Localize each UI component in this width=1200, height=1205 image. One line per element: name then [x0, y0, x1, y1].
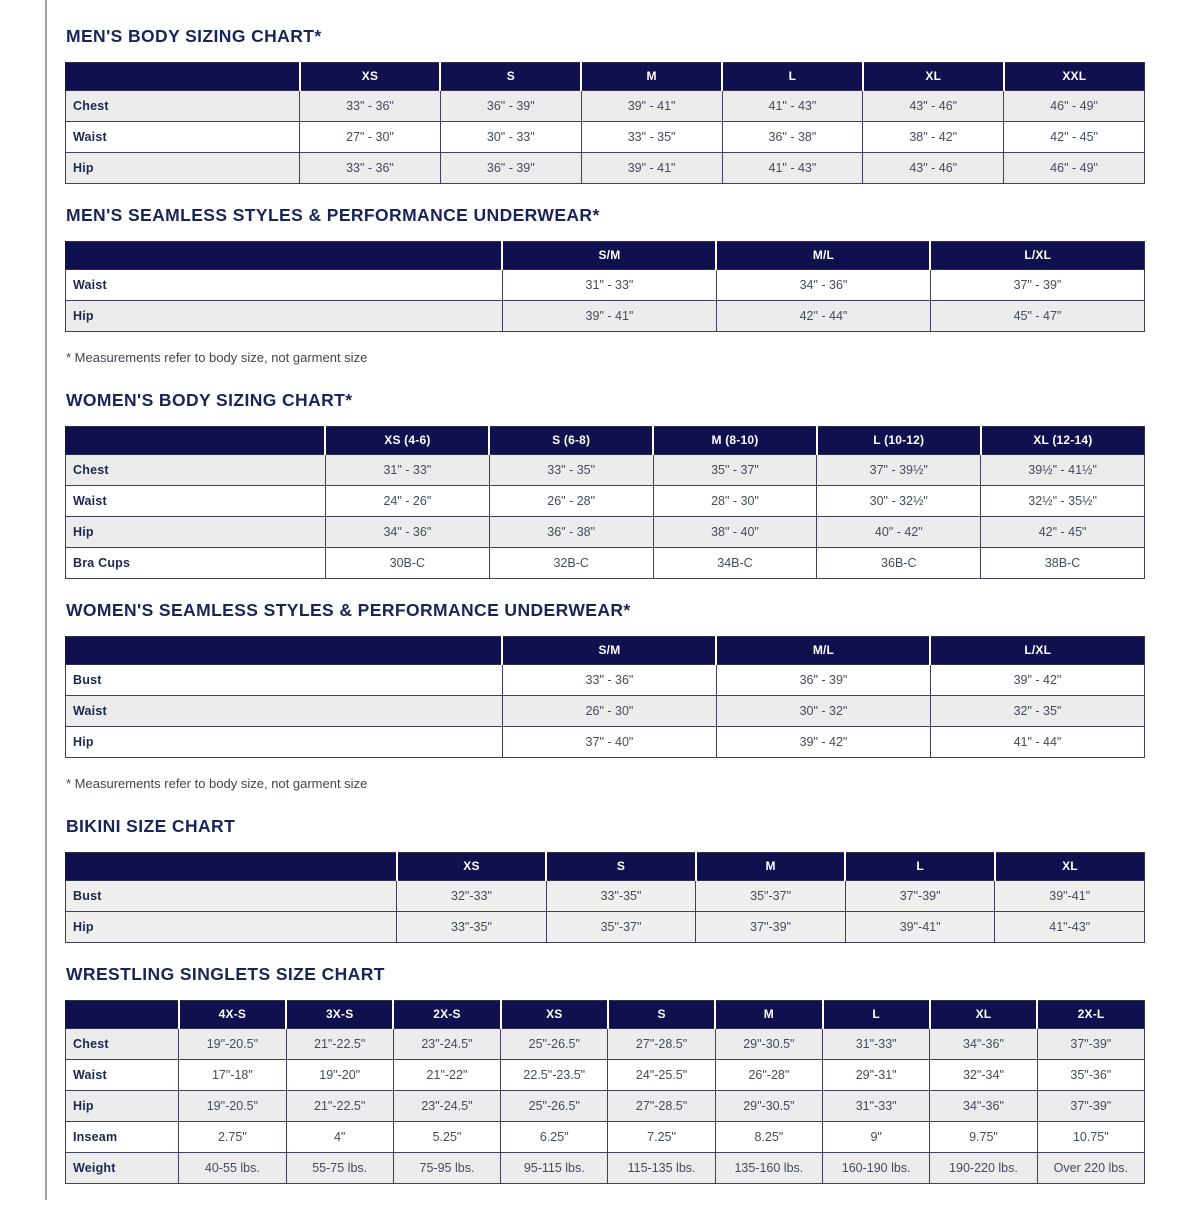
header-row [66, 427, 1145, 455]
size-cell: 41"-43" [995, 912, 1145, 943]
size-cell: 37"-39" [1037, 1091, 1144, 1122]
size-cell: 23"-24.5" [393, 1029, 500, 1060]
row-label: Hip [66, 1091, 179, 1122]
row-label: Hip [66, 301, 503, 332]
row-label: Chest [66, 1029, 179, 1060]
size-cell: 46" - 49" [1004, 153, 1145, 184]
size-cell: 32B-C [489, 548, 653, 579]
size-cell: 10.75" [1037, 1122, 1144, 1153]
size-cell: 36" - 39" [440, 91, 581, 122]
size-cell: 26" - 28" [489, 486, 653, 517]
size-cell: 38" - 40" [653, 517, 817, 548]
column-header: L [722, 63, 863, 91]
column-header: L [823, 1001, 930, 1029]
table-row [66, 548, 1145, 579]
table-row [66, 727, 1145, 758]
size-cell: 7.25" [608, 1122, 715, 1153]
column-header: M [581, 63, 722, 91]
table-row [66, 696, 1145, 727]
section-title-mens-body: MEN'S BODY SIZING CHART* [66, 26, 322, 46]
size-cell: 39" - 41" [502, 301, 716, 332]
size-cell: 34B-C [653, 548, 817, 579]
section-title-wrestling: WRESTLING SINGLETS SIZE CHART [66, 964, 385, 984]
size-cell: 34" - 36" [716, 270, 930, 301]
size-cell: 9.75" [930, 1122, 1037, 1153]
size-cell: 9" [823, 1122, 930, 1153]
size-cell: 21"-22.5" [286, 1091, 393, 1122]
row-label: Weight [66, 1153, 179, 1184]
size-cell: 33"-35" [397, 912, 547, 943]
size-cell: 36B-C [817, 548, 981, 579]
section-womens-body-sizing [65, 390, 1145, 579]
page-left-rule [45, 0, 47, 1200]
size-cell: 35"-37" [696, 881, 846, 912]
size-cell: 37"-39" [696, 912, 846, 943]
size-cell: 135-160 lbs. [715, 1153, 822, 1184]
size-cell: 38" - 42" [863, 122, 1004, 153]
column-header: 3X-S [286, 1001, 393, 1029]
size-cell: 24" - 26" [325, 486, 489, 517]
size-cell: 40" - 42" [817, 517, 981, 548]
size-cell: 30B-C [325, 548, 489, 579]
column-header: XL [863, 63, 1004, 91]
table-row [66, 517, 1145, 548]
section-mens-seamless [65, 205, 1145, 332]
womens-seamless-table-wrap [65, 636, 1145, 758]
size-cell: 42" - 44" [716, 301, 930, 332]
size-cell: 41" - 43" [722, 153, 863, 184]
header-row [66, 1001, 1145, 1029]
column-header: M [715, 1001, 822, 1029]
table-row [66, 301, 1145, 332]
header-row [66, 853, 1145, 881]
row-label: Waist [66, 696, 503, 727]
size-cell: 41" - 43" [722, 91, 863, 122]
column-header: M (8-10) [653, 427, 817, 455]
size-cell: 95-115 lbs. [501, 1153, 608, 1184]
section-title-womens-seamless: WOMEN'S SEAMLESS STYLES & PERFORMANCE UNDERWEAR* [66, 600, 631, 620]
size-cell: 36" - 39" [440, 153, 581, 184]
bikini-table-wrap [65, 852, 1145, 943]
size-cell: 37"-39" [845, 881, 995, 912]
column-header: XL [930, 1001, 1037, 1029]
size-cell: 32" - 35" [930, 696, 1144, 727]
size-cell: 2.75" [179, 1122, 286, 1153]
size-cell: 36" - 38" [722, 122, 863, 153]
size-cell: 31" - 33" [325, 455, 489, 486]
column-header: M/L [716, 242, 930, 270]
size-cell: 39" - 42" [930, 665, 1144, 696]
column-header-empty [66, 427, 326, 455]
size-cell: 25"-26.5" [501, 1091, 608, 1122]
section-wrestling-singlets [65, 964, 1145, 1184]
column-header: XS [300, 63, 441, 91]
size-guide-content [65, 26, 1145, 1205]
mens-body-sizing-table-wrap [65, 62, 1145, 184]
size-cell: 42" - 45" [1004, 122, 1145, 153]
table-row [66, 91, 1145, 122]
size-cell: 32"-34" [930, 1060, 1037, 1091]
row-label: Waist [66, 270, 503, 301]
column-header-empty [66, 242, 503, 270]
column-header: 2X-S [393, 1001, 500, 1029]
size-table [65, 426, 1145, 579]
size-cell: 55-75 lbs. [286, 1153, 393, 1184]
row-label: Hip [66, 912, 397, 943]
size-cell: 33" - 36" [300, 153, 441, 184]
size-cell: 5.25" [393, 1122, 500, 1153]
measurement-footnote: * Measurements refer to body size, not garment size [66, 776, 368, 791]
row-label: Bra Cups [66, 548, 326, 579]
size-cell: 45" - 47" [930, 301, 1144, 332]
section-mens-body-sizing [65, 26, 1145, 184]
size-cell: 35" - 37" [653, 455, 817, 486]
column-header: 2X-L [1037, 1001, 1144, 1029]
size-table [65, 636, 1145, 758]
column-header: XXL [1004, 63, 1145, 91]
row-label: Waist [66, 1060, 179, 1091]
size-cell: 26"-28" [715, 1060, 822, 1091]
size-cell: 39" - 41" [581, 91, 722, 122]
size-cell: 30" - 33" [440, 122, 581, 153]
measurement-footnote: * Measurements refer to body size, not garment size [66, 350, 368, 365]
size-cell: 26" - 30" [502, 696, 716, 727]
size-cell: 29"-30.5" [715, 1029, 822, 1060]
size-cell: 25"-26.5" [501, 1029, 608, 1060]
header-row [66, 242, 1145, 270]
table-row [66, 455, 1145, 486]
column-header: S [608, 1001, 715, 1029]
row-label: Hip [66, 153, 300, 184]
table-row [66, 1153, 1145, 1184]
size-table [65, 62, 1145, 184]
size-cell: 29"-31" [823, 1060, 930, 1091]
table-row [66, 1122, 1145, 1153]
size-table [65, 1000, 1145, 1184]
size-cell: 30" - 32½" [817, 486, 981, 517]
size-cell: 34" - 36" [325, 517, 489, 548]
size-cell: 36" - 39" [716, 665, 930, 696]
table-row [66, 486, 1145, 517]
column-header-empty [66, 1001, 179, 1029]
mens-seamless-table-wrap [65, 241, 1145, 332]
size-cell: Over 220 lbs. [1037, 1153, 1144, 1184]
size-cell: 160-190 lbs. [823, 1153, 930, 1184]
size-cell: 31"-33" [823, 1029, 930, 1060]
size-cell: 19"-20.5" [179, 1091, 286, 1122]
size-cell: 27"-28.5" [608, 1091, 715, 1122]
column-header: S/M [502, 637, 716, 665]
size-cell: 23"-24.5" [393, 1091, 500, 1122]
size-cell: 36" - 38" [489, 517, 653, 548]
table-row [66, 122, 1145, 153]
column-header: XS (4-6) [325, 427, 489, 455]
column-header: XS [501, 1001, 608, 1029]
table-row [66, 270, 1145, 301]
row-label: Inseam [66, 1122, 179, 1153]
size-table [65, 852, 1145, 943]
row-label: Waist [66, 486, 326, 517]
row-label: Bust [66, 881, 397, 912]
column-header: XL (12-14) [981, 427, 1145, 455]
table-row [66, 1029, 1145, 1060]
column-header-empty [66, 637, 503, 665]
size-cell: 27"-28.5" [608, 1029, 715, 1060]
row-label: Hip [66, 727, 503, 758]
size-cell: 22.5"-23.5" [501, 1060, 608, 1091]
table-row [66, 1060, 1145, 1091]
column-header: L/XL [930, 242, 1144, 270]
size-table [65, 241, 1145, 332]
size-cell: 29"-30.5" [715, 1091, 822, 1122]
size-cell: 19"-20.5" [179, 1029, 286, 1060]
column-header: S (6-8) [489, 427, 653, 455]
column-header: L (10-12) [817, 427, 981, 455]
size-cell: 39" - 42" [716, 727, 930, 758]
column-header: M/L [716, 637, 930, 665]
size-cell: 32"-33" [397, 881, 547, 912]
size-cell: 30" - 32" [716, 696, 930, 727]
row-label: Waist [66, 122, 300, 153]
wrestling-singlets-table-wrap [65, 1000, 1145, 1184]
size-cell: 32½" - 35½" [981, 486, 1145, 517]
size-cell: 31"-33" [823, 1091, 930, 1122]
size-cell: 34"-36" [930, 1029, 1037, 1060]
size-cell: 28" - 30" [653, 486, 817, 517]
header-row [66, 63, 1145, 91]
table-row [66, 881, 1145, 912]
column-header: 4X-S [179, 1001, 286, 1029]
size-cell: 115-135 lbs. [608, 1153, 715, 1184]
size-cell: 37" - 39½" [817, 455, 981, 486]
size-cell: 40-55 lbs. [179, 1153, 286, 1184]
size-cell: 27" - 30" [300, 122, 441, 153]
womens-body-sizing-table-wrap [65, 426, 1145, 579]
size-cell: 8.25" [715, 1122, 822, 1153]
size-cell: 190-220 lbs. [930, 1153, 1037, 1184]
size-cell: 43" - 46" [863, 91, 1004, 122]
size-cell: 33" - 36" [502, 665, 716, 696]
header-row [66, 637, 1145, 665]
column-header: S/M [502, 242, 716, 270]
size-cell: 39"-41" [995, 881, 1145, 912]
column-header: L [845, 853, 995, 881]
size-cell: 19"-20" [286, 1060, 393, 1091]
size-cell: 33" - 35" [489, 455, 653, 486]
size-cell: 38B-C [981, 548, 1145, 579]
row-label: Bust [66, 665, 503, 696]
size-cell: 37" - 39" [930, 270, 1144, 301]
section-title-bikini: BIKINI SIZE CHART [66, 816, 236, 836]
column-header-empty [66, 853, 397, 881]
table-row [66, 665, 1145, 696]
size-cell: 33" - 35" [581, 122, 722, 153]
size-cell: 35"-37" [546, 912, 696, 943]
column-header: S [440, 63, 581, 91]
size-cell: 37" - 40" [502, 727, 716, 758]
size-cell: 6.25" [501, 1122, 608, 1153]
section-womens-seamless [65, 600, 1145, 758]
row-label: Hip [66, 517, 326, 548]
table-row [66, 153, 1145, 184]
table-row [66, 1091, 1145, 1122]
size-cell: 33" - 36" [300, 91, 441, 122]
column-header: L/XL [930, 637, 1144, 665]
size-cell: 42" - 45" [981, 517, 1145, 548]
size-cell: 41" - 44" [930, 727, 1144, 758]
size-cell: 75-95 lbs. [393, 1153, 500, 1184]
size-cell: 4" [286, 1122, 393, 1153]
size-cell: 43" - 46" [863, 153, 1004, 184]
section-title-mens-seamless: MEN'S SEAMLESS STYLES & PERFORMANCE UNDERWEAR* [66, 205, 600, 225]
section-title-womens-body: WOMEN'S BODY SIZING CHART* [66, 390, 353, 410]
size-cell: 31" - 33" [502, 270, 716, 301]
column-header: S [546, 853, 696, 881]
size-cell: 34"-36" [930, 1091, 1037, 1122]
table-row [66, 912, 1145, 943]
size-cell: 21"-22" [393, 1060, 500, 1091]
row-label: Chest [66, 91, 300, 122]
size-cell: 39"-41" [845, 912, 995, 943]
column-header: M [696, 853, 846, 881]
column-header-empty [66, 63, 300, 91]
size-cell: 39" - 41" [581, 153, 722, 184]
size-cell: 21"-22.5" [286, 1029, 393, 1060]
section-bikini [65, 816, 1145, 943]
size-cell: 17"-18" [179, 1060, 286, 1091]
column-header: XL [995, 853, 1145, 881]
size-cell: 35"-36" [1037, 1060, 1144, 1091]
size-cell: 46" - 49" [1004, 91, 1145, 122]
size-cell: 39½" - 41½" [981, 455, 1145, 486]
size-cell: 33"-35" [546, 881, 696, 912]
column-header: XS [397, 853, 547, 881]
size-cell: 24"-25.5" [608, 1060, 715, 1091]
size-cell: 37"-39" [1037, 1029, 1144, 1060]
row-label: Chest [66, 455, 326, 486]
